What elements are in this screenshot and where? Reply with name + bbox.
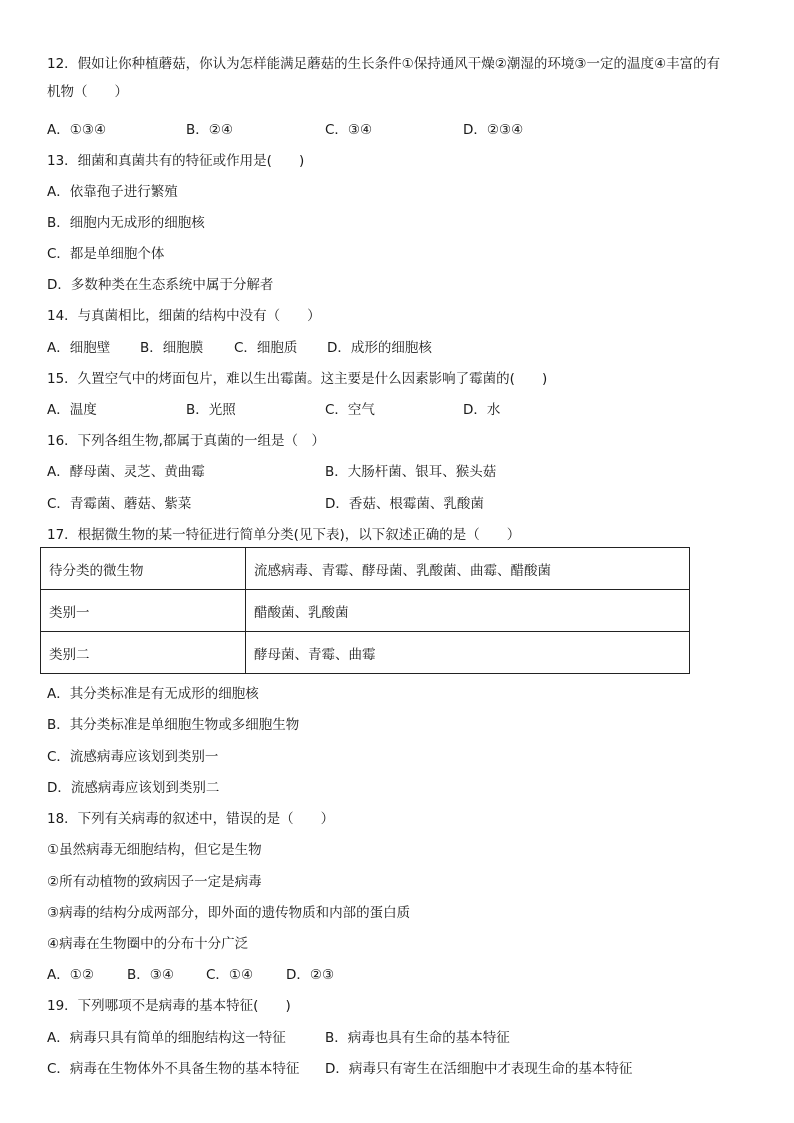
question-18-option-b: B．③④	[127, 967, 174, 983]
question-17-stem: 17．根据微生物的某一特征进行简单分类(见下表)，以下叙述正确的是（ ）	[47, 527, 521, 543]
question-14-option-b: B．细胞膜	[140, 340, 204, 356]
question-18-statement-1: ①虽然病毒无细胞结构，但它是生物	[47, 842, 262, 858]
question-19-stem: 19．下列哪项不是病毒的基本特征( )	[47, 998, 291, 1014]
question-18-option-c: C．①④	[206, 967, 254, 983]
question-12-stem-line1: 12．假如让你种植蘑菇，你认为怎样能满足蘑菇的生长条件①保持通风干燥②潮湿的环境③一定的温度④丰富的有	[47, 56, 721, 72]
question-17-option-b: B．其分类标准是单细胞生物或多细胞生物	[47, 717, 300, 733]
question-19-option-b: B．病毒也具有生命的基本特征	[325, 1030, 510, 1046]
question-14-option-d: D．成形的细胞核	[327, 340, 432, 356]
table-cell: 类别二	[41, 632, 246, 674]
table-cell: 待分类的微生物	[41, 548, 246, 590]
question-18-statement-4: ④病毒在生物圈中的分布十分广泛	[47, 936, 249, 952]
question-16-stem: 16．下列各组生物,都属于真菌的一组是（ ）	[47, 433, 325, 449]
question-17-option-c: C．流感病毒应该划到类别一	[47, 749, 219, 765]
question-18-option-a: A．①②	[47, 967, 94, 983]
question-15-option-d: D．水	[463, 402, 501, 418]
question-18-statement-3: ③病毒的结构分成两部分，即外面的遗传物质和内部的蛋白质	[47, 905, 411, 921]
question-14-option-c: C．细胞质	[234, 340, 298, 356]
table-cell: 类别一	[41, 590, 246, 632]
question-17-option-a: A．其分类标准是有无成形的细胞核	[47, 686, 259, 702]
question-15-option-a: A．温度	[47, 402, 97, 418]
question-13-option-d: D．多数种类在生态系统中属于分解者	[47, 277, 274, 293]
question-19-option-c: C．病毒在生物体外不具备生物的基本特征	[47, 1061, 300, 1077]
question-18-statement-2: ②所有动植物的致病因子一定是病毒	[47, 874, 262, 890]
question-15-option-b: B．光照	[186, 402, 236, 418]
question-19-option-d: D．病毒只有寄生在活细胞中才表现生命的基本特征	[325, 1061, 633, 1077]
question-12-stem	[47, 50, 754, 106]
question-18-stem: 18．下列有关病毒的叙述中，错误的是（ ）	[47, 811, 335, 827]
question-15-option-c: C．空气	[325, 402, 375, 418]
question-12-option-c: C．③④	[325, 122, 373, 138]
question-12-option-d: D．②③④	[463, 122, 524, 138]
table-row	[41, 590, 690, 632]
question-13-stem: 13．细菌和真菌共有的特征或作用是( )	[47, 153, 305, 169]
question-16-option-b: B．大肠杆菌、银耳、猴头菇	[325, 464, 497, 480]
table-row	[41, 548, 690, 590]
question-15-stem: 15．久置空气中的烤面包片，难以生出霉菌。这主要是什么因素影响了霉菌的( )	[47, 371, 548, 387]
question-14-option-a: A．细胞壁	[47, 340, 111, 356]
question-16-option-c: C．青霉菌、蘑菇、紫菜	[47, 496, 192, 512]
question-13-option-b: B．细胞内无成形的细胞核	[47, 215, 205, 231]
question-12-option-a: A．①③④	[47, 122, 107, 138]
question-18-option-d: D．②③	[286, 967, 335, 983]
table-cell: 醋酸菌、乳酸菌	[246, 590, 690, 632]
question-12-option-b: B．②④	[186, 122, 233, 138]
table-cell: 酵母菌、青霉、曲霉	[246, 632, 690, 674]
classification-table	[40, 547, 690, 674]
question-17-option-d: D．流感病毒应该划到类别二	[47, 780, 220, 796]
question-14-stem: 14．与真菌相比，细菌的结构中没有（ ）	[47, 308, 321, 324]
question-19-option-a: A．病毒只具有简单的细胞结构这一特征	[47, 1030, 286, 1046]
table-cell: 流感病毒、青霉、酵母菌、乳酸菌、曲霉、醋酸菌	[246, 548, 690, 590]
question-13-option-c: C．都是单细胞个体	[47, 246, 165, 262]
question-16-option-d: D．香菇、根霉菌、乳酸菌	[325, 496, 484, 512]
question-13-option-a: A．依靠孢子进行繁殖	[47, 184, 178, 200]
question-16-option-a: A．酵母菌、灵芝、黄曲霉	[47, 464, 205, 480]
question-12-stem-line2: 机物（ ）	[47, 84, 128, 100]
table-row	[41, 632, 690, 674]
